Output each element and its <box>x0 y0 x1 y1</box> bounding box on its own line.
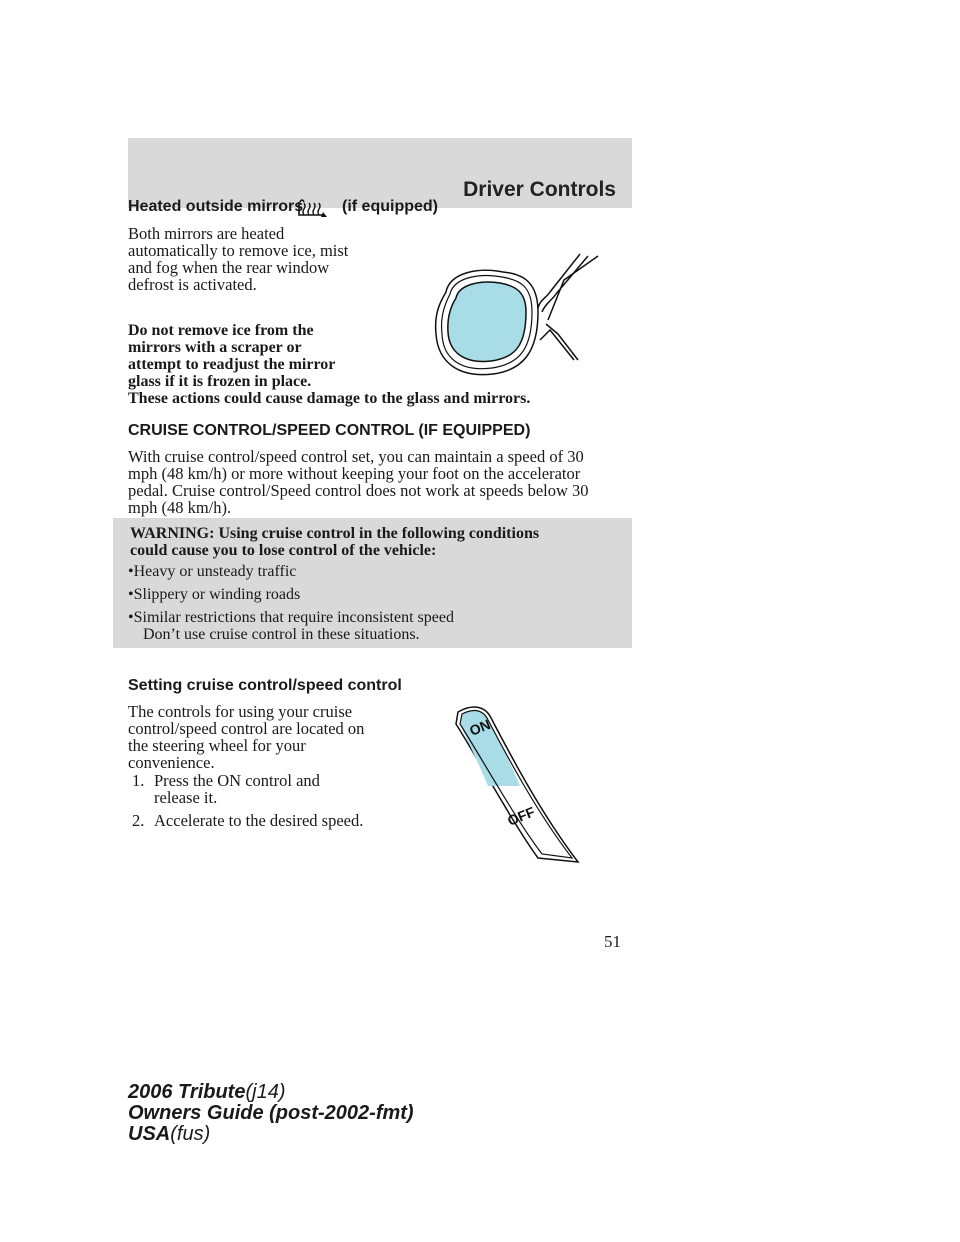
bullet-dot: • <box>128 586 134 603</box>
text-line: The controls for using your cruise <box>128 702 353 721</box>
step-text <box>154 812 363 829</box>
text-line: Both mirrors are heated <box>128 224 285 243</box>
footer-line: 2006 Tribute(j14) <box>128 1081 286 1103</box>
text-line: the steering wheel for your <box>128 736 306 755</box>
step-number: 1. <box>132 771 145 790</box>
mirror-illustration <box>428 252 618 402</box>
warning-bullet: •Similar restrictions that require inconsistent speed <box>128 609 454 626</box>
step-item <box>132 772 144 789</box>
warning-box <box>113 518 632 648</box>
text-line: release it. <box>154 788 218 807</box>
text-line: Do not remove ice from the <box>128 322 314 339</box>
bullet-dot: • <box>128 563 134 580</box>
warning-title <box>130 525 539 559</box>
warning-after-line: Don’t use cruise control in these situations. <box>143 626 420 643</box>
page-number: 51 <box>604 932 621 951</box>
text-line: These actions could cause damage to the glass and mirrors. <box>128 390 531 407</box>
text-line: mirrors with a scraper or <box>128 339 302 356</box>
text-line: With cruise control/speed control set, you can maintain a speed of 30 <box>128 447 584 466</box>
cruise-heading: CRUISE CONTROL/SPEED CONTROL (IF EQUIPPED) <box>128 422 531 439</box>
cruise-onoff-illustration <box>450 702 585 864</box>
text-line: mph (48 km/h) or more without keeping your foot on the accelerator <box>128 464 581 483</box>
text-line: mph (48 km/h). <box>128 498 232 517</box>
text-line: glass if it is frozen in place. <box>128 373 312 390</box>
warning-bullet: •Heavy or unsteady traffic <box>128 563 297 580</box>
text-line: automatically to remove ice, mist <box>128 241 349 260</box>
on-label: ON <box>467 716 493 739</box>
mirrors-heading: Heated outside mirrors <box>128 198 304 215</box>
footer-line: USA(fus) <box>128 1123 211 1145</box>
text-line: pedal. Cruise control/Speed control does not work at speeds below 30 <box>128 481 589 500</box>
text-line: Accelerate to the desired speed. <box>154 811 364 830</box>
bullet-dot: • <box>128 609 134 626</box>
text-line: could cause you to lose control of the vehicle: <box>130 542 437 559</box>
text-line: WARNING: Using cruise control in the following conditions <box>130 525 540 542</box>
off-label: OFF <box>505 803 538 829</box>
setting-paragraph <box>128 703 364 771</box>
footer <box>128 1082 414 1145</box>
cruise-paragraph <box>128 448 589 516</box>
mirrors-paragraph <box>128 225 348 293</box>
text-line: attempt to readjust the mirror <box>128 356 336 373</box>
step-text <box>154 772 320 806</box>
warning-bullet: •Slippery or winding roads <box>128 586 301 603</box>
text-line: defrost is activated. <box>128 275 257 294</box>
footer-line: Owners Guide (post-2002-fmt) <box>128 1102 414 1124</box>
step-number: 2. <box>132 811 145 830</box>
section-title: Driver Controls <box>463 178 616 201</box>
text-line: convenience. <box>128 753 215 772</box>
setting-heading: Setting cruise control/speed control <box>128 677 402 694</box>
rear-defrost-icon <box>298 198 328 220</box>
step-item <box>132 812 144 829</box>
mirrors-heading-suffix: (if equipped) <box>342 198 438 215</box>
text-line: Press the ON control and <box>154 771 320 790</box>
text-line: control/speed control are located on <box>128 719 365 738</box>
text-line: and fog when the rear window <box>128 258 330 277</box>
